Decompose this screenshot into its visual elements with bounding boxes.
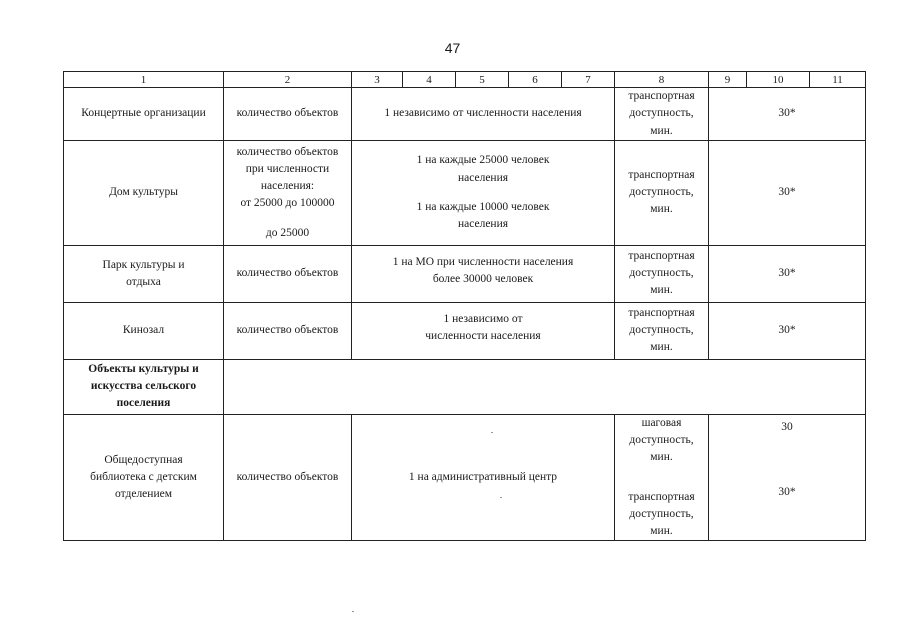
indicator xyxy=(224,140,352,245)
indicator-line: от 25000 до 100000 xyxy=(240,197,335,210)
accessibility-walk: шаговая доступность, мин. xyxy=(629,416,694,464)
table-header-row xyxy=(64,72,866,88)
value-transport: 30* xyxy=(778,486,796,498)
table-row-concert xyxy=(64,88,866,141)
object-name: Кинозал xyxy=(64,302,224,359)
indicator-line: населения: xyxy=(260,180,315,193)
header-cell: 1 xyxy=(64,72,224,88)
table-row-park xyxy=(64,245,866,302)
accessibility-value: 30* xyxy=(709,302,866,359)
table-row-section-heading xyxy=(64,359,866,414)
object-name: Общедоступная библиотека с детским отделением xyxy=(64,414,224,541)
scan-speck xyxy=(352,611,354,612)
object-name: Концертные организации xyxy=(64,88,224,141)
object-name: Дом культуры xyxy=(64,140,224,245)
norm-value: 1 независимо от численности населения xyxy=(352,302,615,359)
accessibility: транспортная доступность, мин. xyxy=(615,88,709,141)
header-cell: 4 xyxy=(403,72,456,88)
table-row-house-of-culture xyxy=(64,140,866,245)
accessibility-value: 30* xyxy=(709,245,866,302)
accessibility-value xyxy=(709,414,866,541)
section-heading: Объекты культуры и искусства сельского поселения xyxy=(64,359,224,414)
accessibility: транспортная доступность, мин. xyxy=(615,245,709,302)
header-cell: 5 xyxy=(456,72,509,88)
norm-value: 1 независимо от численности населения xyxy=(352,88,615,141)
norm-value: 1 на административный центр xyxy=(352,414,615,541)
scan-speck xyxy=(500,497,502,498)
object-name: Парк культуры и отдыха xyxy=(64,245,224,302)
header-cell: 3 xyxy=(352,72,403,88)
header-cell: 6 xyxy=(509,72,562,88)
accessibility-transport: транспортная доступность, мин. xyxy=(628,490,695,537)
header-cell: 10 xyxy=(747,72,810,88)
norm-value xyxy=(352,140,615,245)
accessibility: транспортная доступность, мин. xyxy=(615,140,709,245)
accessibility: транспортная доступность, мин. xyxy=(615,302,709,359)
header-cell: 2 xyxy=(224,72,352,88)
header-cell: 8 xyxy=(615,72,709,88)
indicator: количество объектов xyxy=(224,88,352,141)
norm-a: 1 на каждые 25000 человек населения xyxy=(416,154,550,184)
norm-b: 1 на каждые 10000 человек населения xyxy=(416,200,550,230)
value-walk: 30 xyxy=(781,420,793,433)
table-row-library xyxy=(64,414,866,541)
indicator: количество объектов xyxy=(224,245,352,302)
header-cell: 11 xyxy=(810,72,866,88)
accessibility-value: 30* xyxy=(709,140,866,245)
indicator-line: до 25000 xyxy=(265,226,310,239)
accessibility-value: 30* xyxy=(709,88,866,141)
norm-value: 1 на МО при численности населения более 30000 человек xyxy=(352,245,615,302)
scan-speck xyxy=(491,432,493,433)
indicator: количество объектов xyxy=(224,414,352,541)
table-row-cinema xyxy=(64,302,866,359)
indicator: количество объектов xyxy=(224,302,352,359)
page-number: 47 xyxy=(444,40,461,56)
indicator-line: количество объектов xyxy=(236,145,339,158)
accessibility xyxy=(615,414,709,541)
indicator-line: при численности xyxy=(245,162,330,175)
header-cell: 7 xyxy=(562,72,615,88)
section-empty-cell xyxy=(224,359,866,414)
header-cell: 9 xyxy=(709,72,747,88)
norms-table xyxy=(63,71,866,541)
